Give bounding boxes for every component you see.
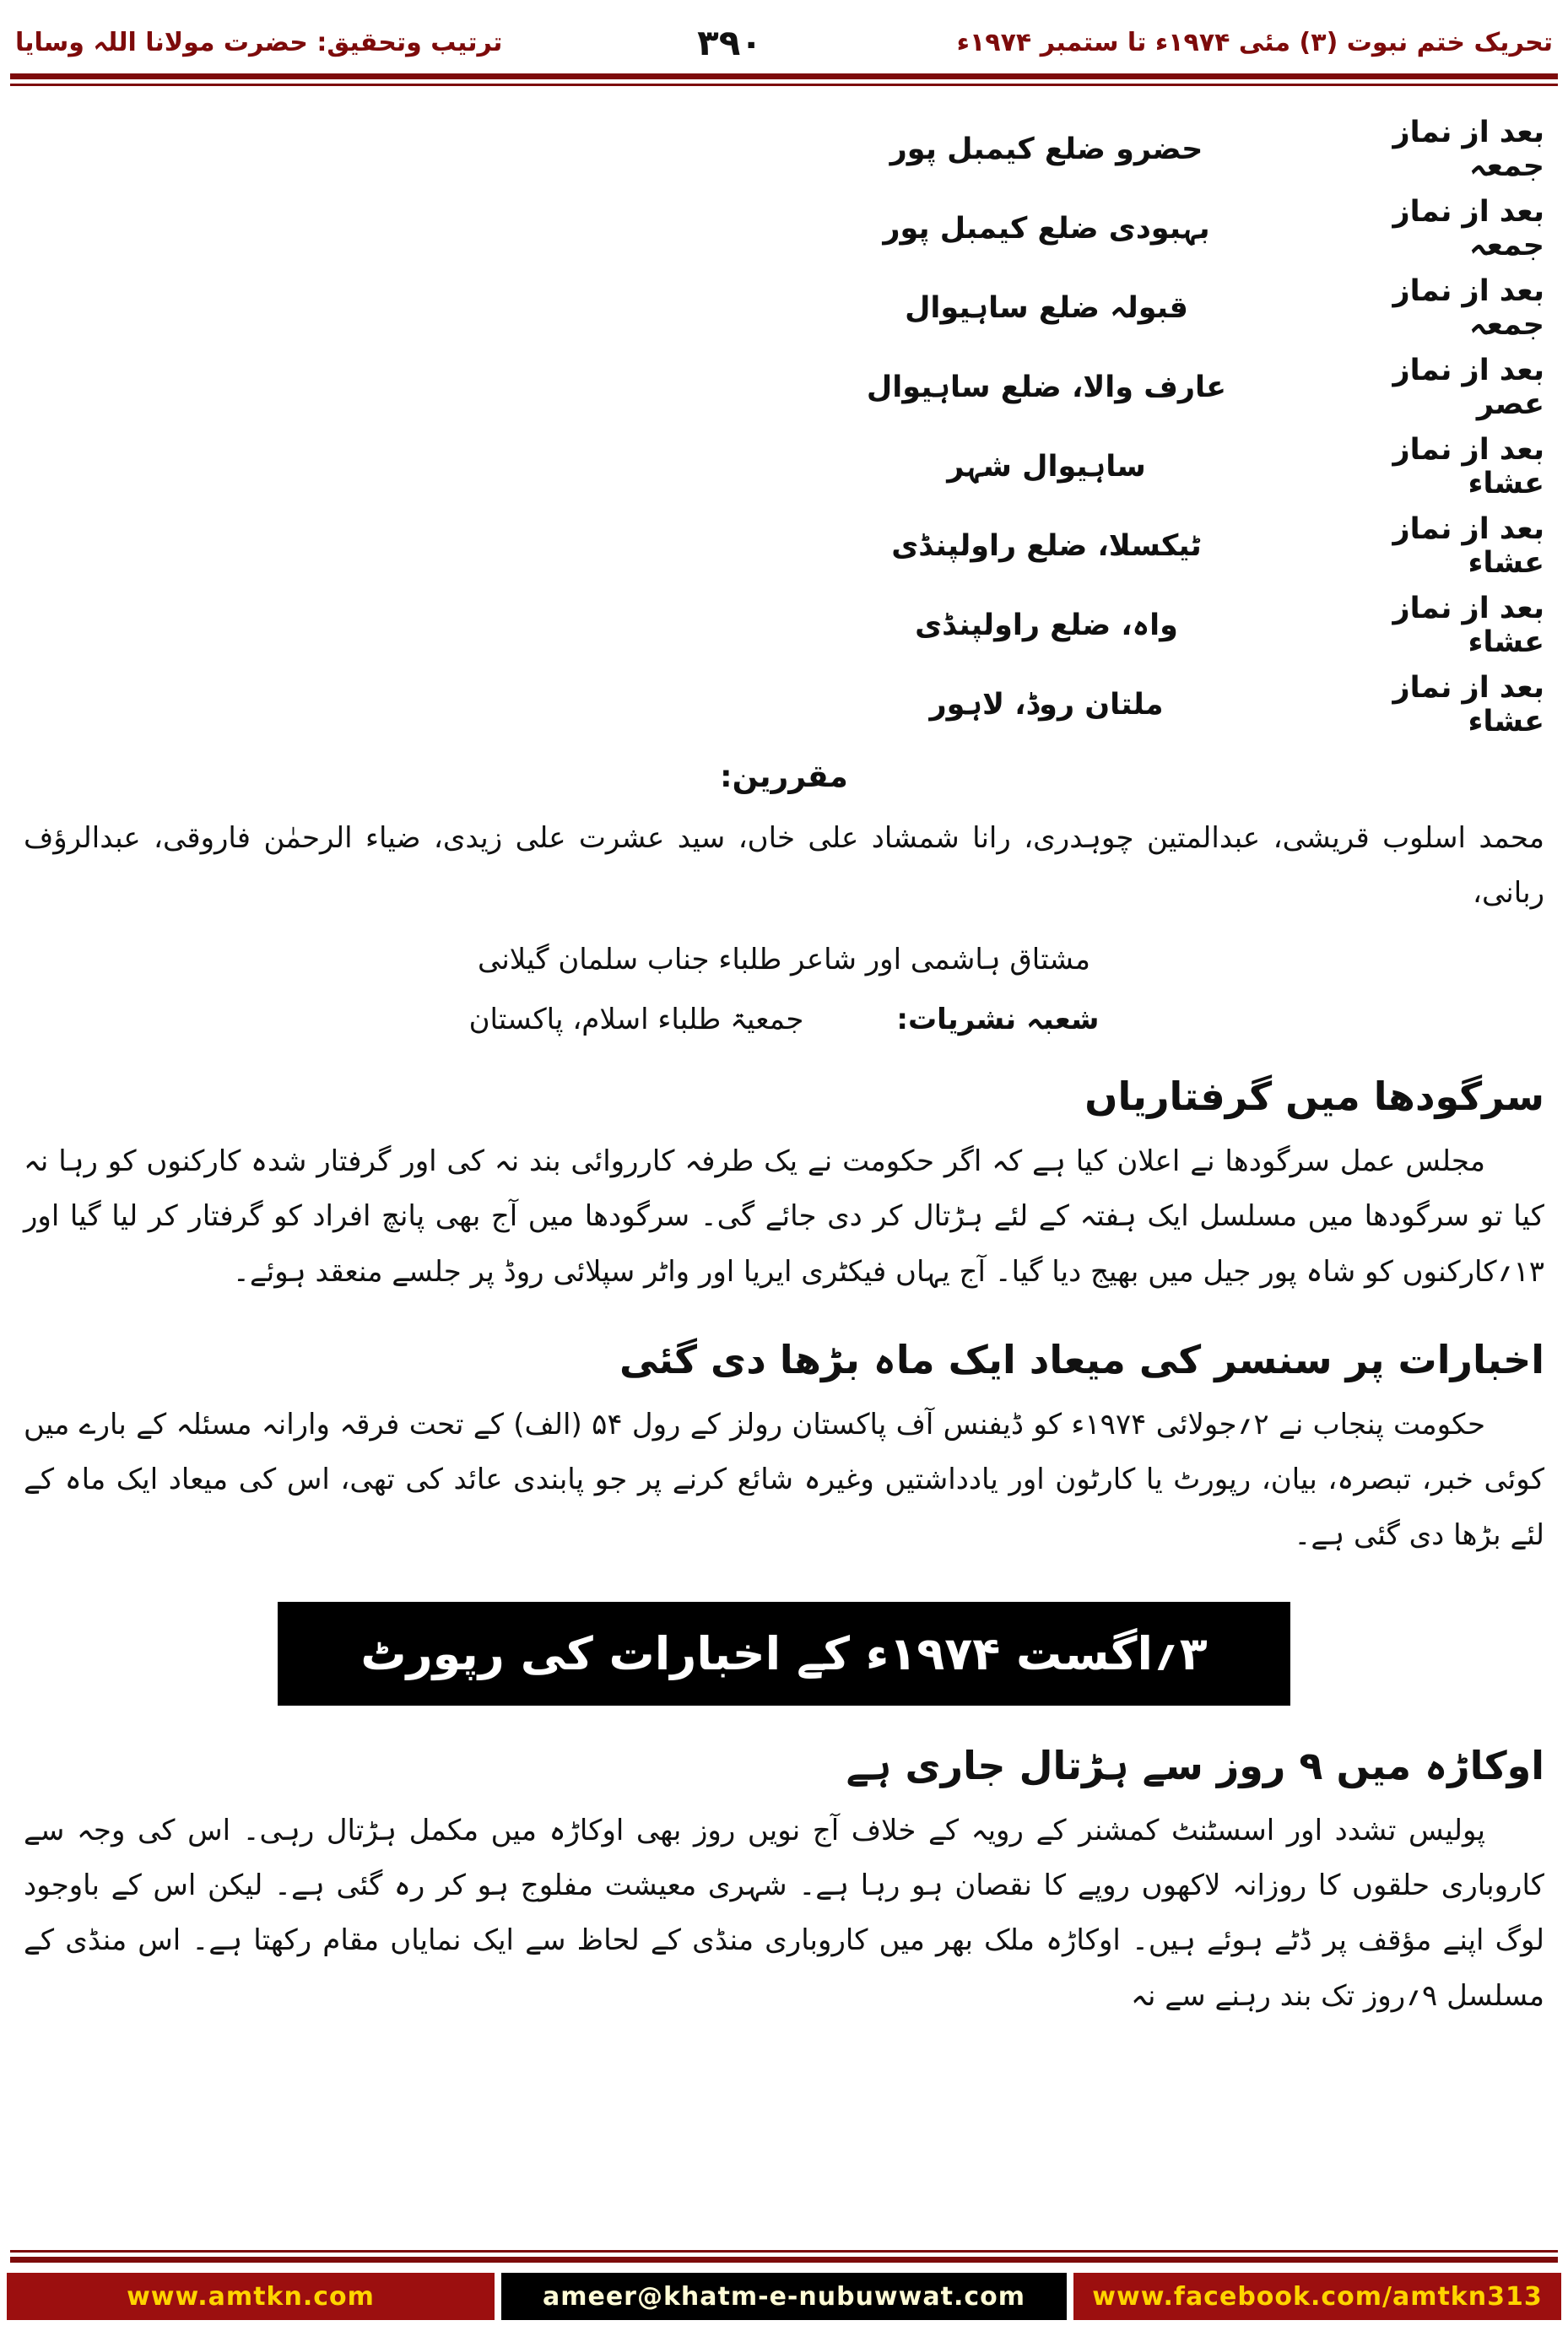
section-body: پولیس تشدد اور اسسٹنٹ کمشنر کے رویہ کے خلاف آج نویں روز بھی اوکاڑہ میں مکمل ہڑتال رہی۔ اس کی وجہ سے کاروباری حلقوں کا روزانہ لاکھوں روپے کا نقصان ہو رہا ہے۔ شہری معیشت مفلوج ہو کر رہ گئی ہے۔ لیکن اس کے باوجود لوگ اپنے مؤقف پر ڈٹے ہوئے ہیں۔ اوکاڑہ ملک بھر میں کاروباری منڈی کے لحاظ سے ایک نمایاں مقام رکھتا ہے۔ اس منڈی کے مسلسل ۹؍روز تک بند رہنے سے نہ — [24, 1813, 1544, 2013]
footer-facebook: www.facebook.com/amtkn313 — [1073, 2273, 1561, 2320]
schedule-row — [24, 348, 1544, 427]
header-divider — [10, 73, 1558, 86]
section-heading: سرگودھا میں گرفتاریاں — [1084, 1074, 1544, 1120]
prayer-time-label: بعد از نماز جمعہ — [1392, 116, 1544, 183]
speakers-block — [24, 760, 1544, 1036]
prayer-time-label: بعد از نماز عشاء — [1392, 671, 1544, 738]
schedule-row — [24, 268, 1544, 348]
footer-website: www.amtkn.com — [7, 2273, 495, 2320]
compiler-credit: ترتیب وتحقیق: حضرت مولانا اللہ وسایا — [15, 28, 503, 57]
schedule-list — [24, 110, 1544, 744]
prayer-time-label: بعد از نماز عصر — [1392, 354, 1544, 421]
section-body: حکومت پنجاب نے ۲؍جولائی ۱۹۷۴ء کو ڈیفنس آف پاکستان رولز کے رول ۵۴ (الف) کے تحت فرقہ وارانہ مسئلہ کے بارے میں کوئی خبر، تبصرہ، بیان، رپورٹ یا کارٹون اور یادداشتیں وغیرہ شائع کرنے پر جو پابندی عائد کی تھی، اس کی میعاد ایک ماہ کے لئے بڑھا دی گئی ہے۔ — [24, 1407, 1544, 1552]
footer-divider — [10, 2250, 1558, 2263]
prayer-time-label: بعد از نماز عشاء — [1392, 592, 1544, 659]
book-title: تحریک ختم نبوت (۳) مئی ۱۹۷۴ء تا ستمبر ۱۹۷۴ء — [956, 28, 1553, 57]
venue-label: عارف والا، ضلع ساہیوال — [866, 371, 1227, 404]
schedule-row — [24, 427, 1544, 506]
prayer-time-label: بعد از نماز عشاء — [1392, 433, 1544, 500]
schedule-row — [24, 506, 1544, 586]
speakers-names-line1: محمد اسلوب قریشی، عبدالمتین چوہدری، رانا شمشاد علی خاں، سید عشرت علی زیدی، ضیاء الرحمٰن فاروقی، عبدالرؤف ربانی، — [24, 821, 1544, 910]
venue-label: ساہیوال شہر — [947, 450, 1146, 484]
section-press-censorship — [24, 1337, 1544, 1563]
venue-label: ٹیکسلا، ضلع راولپنڈی — [891, 529, 1202, 563]
venue-label: حضرو ضلع کیمبل پور — [889, 133, 1203, 166]
report-date-banner: ۳؍اگست ۱۹۷۴ء کے اخبارات کی رپورٹ — [278, 1602, 1290, 1706]
venue-label: بہبودی ضلع کیمبل پور — [883, 212, 1210, 246]
speakers-heading: مقررین: — [720, 760, 848, 794]
page-header — [0, 0, 1568, 73]
venue-label: واہ، ضلع راولپنڈی — [915, 608, 1178, 642]
broadcast-value: جمعیۃ طلباء اسلام، پاکستان — [468, 1003, 804, 1037]
venue-label: قبولہ ضلع ساہیوال — [905, 291, 1188, 325]
footer-email: ameer@khatm-e-nubuwwat.com — [501, 2273, 1067, 2320]
page-footer — [0, 2250, 1568, 2320]
section-body: مجلس عمل سرگودھا نے اعلان کیا ہے کہ اگر حکومت نے یک طرفہ کارروائی بند نہ کی اور گرفتار شدہ کارکنوں کو رہا نہ کیا تو سرگودھا میں مسلسل ایک ہفتہ کے لئے ہڑتال کر دی جائے گی۔ سرگودھا میں آج بھی پانچ افراد کو گرفتار کر لیا گیا اور ۱۳؍کارکنوں کو شاہ پور جیل میں بھیج دیا گیا۔ آج یہاں فیکٹری ایریا اور واٹر سپلائی روڈ پر جلسے منعقد ہوئے۔ — [24, 1144, 1544, 1289]
prayer-time-label: بعد از نماز جمعہ — [1392, 195, 1544, 262]
broadcast-label: شعبہ نشریات: — [896, 1003, 1100, 1037]
prayer-time-label: بعد از نماز جمعہ — [1392, 274, 1544, 342]
schedule-row — [24, 586, 1544, 665]
section-heading: اخبارات پر سنسر کی میعاد ایک ماہ بڑھا دی گئی — [619, 1336, 1544, 1382]
broadcast-line — [24, 1002, 1544, 1036]
page-number: ۳۹۰ — [697, 22, 762, 63]
schedule-row — [24, 110, 1544, 189]
footer-bars — [0, 2273, 1568, 2320]
prayer-time-label: بعد از نماز عشاء — [1392, 512, 1544, 580]
schedule-row — [24, 189, 1544, 268]
section-heading: اوکاڑہ میں ۹ روز سے ہڑتال جاری ہے — [846, 1742, 1544, 1788]
schedule-row — [24, 665, 1544, 744]
section-sargodha-arrests — [24, 1074, 1544, 1300]
section-okara-strike — [24, 1743, 1544, 2024]
speakers-names-line2: مشتاق ہاشمی اور شاعر طلباء جناب سلمان گیلانی — [478, 943, 1090, 977]
venue-label: ملتان روڈ، لاہور — [929, 688, 1164, 722]
